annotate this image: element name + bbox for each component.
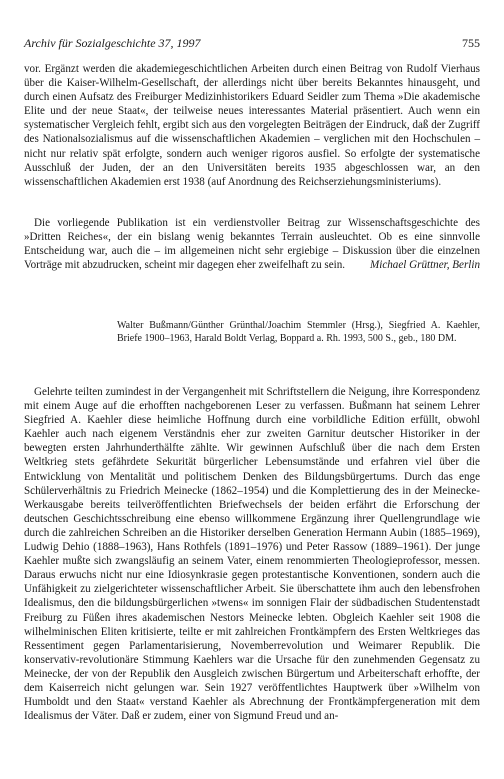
review2-citation: Walter Bußmann/Günther Grünthal/Joachim Stemmler (Hrsg.), Siegfried A. Kaehler, Briefe 1900–1963, Harald Boldt Verlag, Boppard a. Rh. 1993, 500 S., geb., 180 DM. (117, 320, 480, 345)
journal-title: Archiv für Sozialgeschichte 37, 1997 (24, 36, 201, 50)
review1-paragraph-1: vor. Ergänzt werden die akademiegeschichtlichen Arbeiten durch einen Beitrag von Rudolf Vierhaus über die Kaiser-Wilhelm-Gesellschaft, der allerdings nicht über bereits Bekanntes hinausgeht, und durch einen Aufsatz des Freiburger Medizinhistorikers Eduard Seidler zum Thema »Die akademische Elite und der neue Staat«, der teilweise neues interessantes Material präsentiert. Auch wenn ein systematischer Vergleich fehlt, ergibt sich aus den vorgelegten Beiträgen der Eindruck, daß der Zugriff des Nationalsozialismus auf die wissenschaftlichen Akademien – verglichen mit den Hochschulen – nicht nur relativ spät erfolgte, sondern auch weniger rigoros ausfiel. So erfolgte der systematische Ausschluß der Juden, der an den Universitäten bereits 1935 abgeschlossen war, an den wissenschaftlichen Akademien erst 1938 (auf Anordnung des Reichserziehungsministeriums). (24, 63, 480, 188)
review1-paragraph-2-text: Die vorliegende Publikation ist ein verdienstvoller Beitrag zur Wissenschaftsgeschichte des »Dritten Reiches«, der ein bislang wenig bekanntes Terrain ausleuchtet. Ob es eine sinnvolle Entscheidung war, auch die – im allgemeinen nicht sehr ergiebige – Diskussion über die einzelnen Vorträge mit abzudrucken, scheint mir dagegen eher zweifelhaft zu sein. (24, 217, 480, 272)
running-header (24, 36, 480, 52)
review1-paragraph-2 (24, 216, 480, 272)
review1-signature: Michael Grüttner, Berlin (370, 259, 480, 272)
page-number: 755 (462, 36, 480, 50)
review2-body: Gelehrte teilten zumindest in der Vergangenheit mit Schriftstellern die Neigung, ihre Korrespondenz mit einem Auge auf die erhofften nachgeborenen Leser zu verfassen. Bußmann hat seinem Lehrer Siegfried A. Kaehler diese heimliche Hoffnung durch eine vorbildliche Edition erfüllt, obwohl Kaehler auch nach eigenem Verständnis eher zur zweiten Garnitur deutscher Historiker in der bewegten ersten Jahrhunderthälfte zählte. Wir gewinnen Aufschluß über die nach dem Ersten Weltkrieg stets gefährdete Sekurität bürgerlicher Lebensumstände und erfahren viel über die Entwicklung von Mentalität und politischem Denken des Bildungsbürgertums. Durch das enge Schülerverhältnis zu Friedrich Meinecke (1862–1954) und die Komplettierung des in der Meinecke-Werkausgabe bereits teilveröffentlichten Briefwechsels der beiden erfährt die Erforschung der deutschen Geschichtsschreibung eine ebenso willkommene Ergänzung ihrer Quellengrundlage wie durch die zahlreichen Schreiben an die Historiker derselben Generation Hermann Aubin (1885–1969), Ludwig Dehio (1888–1963), Hans Rothfels (1891–1976) und Peter Rassow (1889–1961). Der junge Kaehler mußte sich zwangsläufig an seinem Vater, einem renommierten Theologieprofessor, messen. Daraus erwuchs nicht nur eine Idiosynkrasie gegen protestantische Konventionen, sondern auch die Unfähigkeit zu zielgerichteter wissenschaftlicher Arbeit. Sie überschattete ihm auch den lebensfrohen Idealismus, den die bildungsbürgerlichen »twens« im sonnigen Flair der südbadischen Studentenstadt Freiburg zu Füßen ihres akademischen Nestors Meinecke lebten. Obgleich Kaehler seit 1908 die wilhelminischen Eliten kritisierte, teilte er mit zahlreichen Frontkämpfern des Ersten Weltkrieges das Ressentiment gegen Parlamentarisierung, Novemberrevolution und Weimarer Republik. Die konservativ-revolutionäre Stimmung Kaehlers war die Ursache für den zunehmenden Gegensatz zu Meinecke, der von der Republik den Ausgleich zwischen Bürgertum und Arbeiterschaft erhoffte, der dem Kaiserreich nicht gelungen war. Sein 1927 veröffentlichtes Hauptwerk über »Wilhelm von Humboldt und den Staat« verstand Kaehler als Abrechnung der Frontkämpfergeneration mit dem Idealismus der Väter. Daß er zudem, einer von Sigmund Freud und an- (24, 386, 480, 723)
